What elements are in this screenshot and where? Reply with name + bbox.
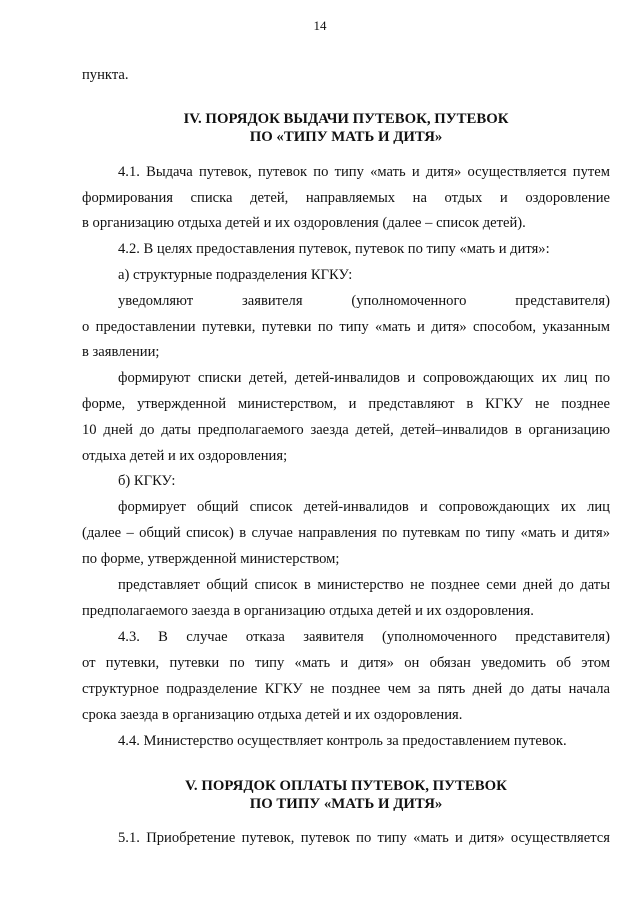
text-line: уведомляют заявителя (уполномоченного представителя): [118, 293, 610, 309]
text-line: формирования списка детей, направляемых на отдых и оздоровление: [82, 190, 610, 206]
text-line: представляет общий список в министерство не позднее семи дней до даты: [118, 577, 610, 593]
section-heading-5-line-2: ПО ТИПУ «МАТЬ И ДИТЯ»: [249, 796, 443, 812]
text-line: о предоставлении путевки, путевки по типу «мать и дитя» способом, указанным: [82, 319, 610, 335]
text-line: в заявлении;: [82, 344, 160, 360]
text-line: форме, утвержденной министерством, и представляют в КГКУ не позднее: [82, 396, 610, 412]
page-number: 14: [313, 18, 327, 33]
text-line: формирует общий список детей-инвалидов и сопровождающих их лиц: [118, 499, 610, 515]
text-line: 4.1. Выдача путевок, путевок по типу «мать и дитя» осуществляется путем: [118, 164, 610, 180]
section-heading-5-line-1: V. ПОРЯДОК ОПЛАТЫ ПУТЕВОК, ПУТЕВОК: [185, 778, 507, 794]
text-line: 4.2. В целях предоставления путевок, путевок по типу «мать и дитя»:: [118, 241, 550, 257]
text-line: пункта.: [82, 67, 129, 83]
text-line: формируют списки детей, детей-инвалидов и сопровождающих их лиц по: [118, 370, 610, 386]
text-line: 4.3. В случае отказа заявителя (уполномоченного представителя): [118, 629, 610, 645]
section-heading-4-line-2: ПО «ТИПУ МАТЬ И ДИТЯ»: [249, 129, 443, 145]
text-line: структурное подразделение КГКУ не позднее чем за пять дней до даты начала: [82, 681, 610, 697]
text-line: а) структурные подразделения КГКУ:: [118, 267, 353, 283]
section-heading-4-line-1: IV. ПОРЯДОК ВЫДАЧИ ПУТЕВОК, ПУТЕВОК: [183, 111, 509, 127]
text-line: в организацию отдыха детей и их оздоровления (далее – список детей).: [82, 215, 526, 231]
text-line: отдыха детей и их оздоровления;: [82, 448, 288, 464]
text-line: от путевки, путевки по типу «мать и дитя» он обязан уведомить об этом: [82, 655, 610, 671]
text-line: 4.4. Министерство осуществляет контроль за предоставлением путевок.: [118, 733, 567, 749]
text-line: предполагаемого заезда в организацию отдыха детей и их оздоровления.: [82, 603, 534, 619]
text-line: б) КГКУ:: [118, 473, 176, 489]
text-line: 10 дней до даты предполагаемого заезда детей, детей–инвалидов в организацию: [82, 422, 610, 438]
text-line: по форме, утвержденной министерством;: [82, 551, 340, 567]
text-line: 5.1. Приобретение путевок, путевок по типу «мать и дитя» осуществляется: [118, 830, 610, 846]
text-line: срока заезда в организацию отдыха детей и их оздоровления.: [82, 707, 463, 723]
text-line: (далее – общий список) в случае направления по путевкам по типу «мать и дитя»: [82, 525, 610, 541]
